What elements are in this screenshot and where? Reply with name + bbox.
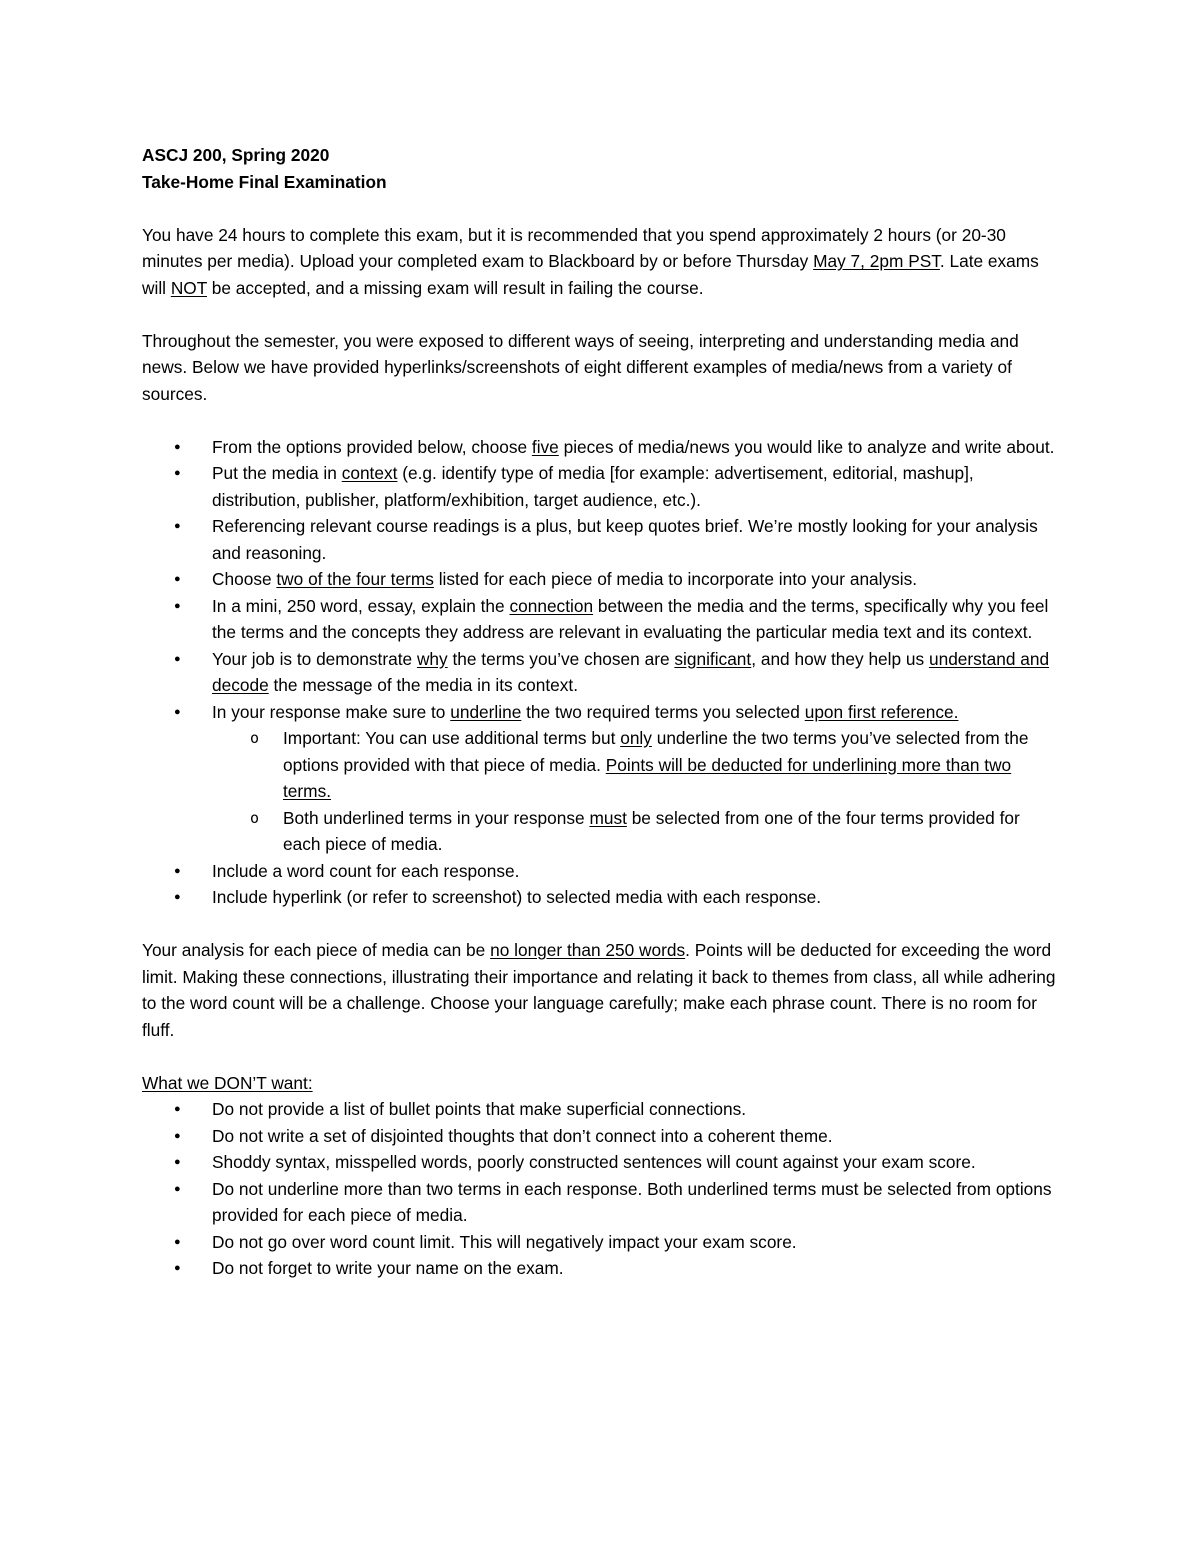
text: Both underlined terms in your response bbox=[283, 807, 590, 828]
text: Choose bbox=[212, 569, 277, 589]
text: From the options provided below, choose bbox=[212, 436, 532, 457]
text: In a mini, 250 word, essay, explain the bbox=[212, 595, 510, 616]
list-item bbox=[142, 513, 1060, 566]
intro-text-1: You have 24 hours to complete this exam, but it is recommended that you spend approximately 2 hours (or 20-30 minutes per media). Upload your completed exam to Blackboard by or before Thursday bbox=[142, 224, 1006, 271]
not-emphasis: NOT bbox=[170, 277, 207, 298]
text: pieces of media/news you would like to analyze and write about. bbox=[558, 436, 1055, 457]
text: the two required terms you selected bbox=[521, 701, 805, 722]
underlined-term: two of the four terms bbox=[276, 569, 434, 589]
list-item bbox=[142, 646, 1060, 699]
text: Important: You can use additional terms but bbox=[283, 728, 621, 748]
course-title: ASCJ 200, Spring 2020 bbox=[142, 145, 330, 165]
underlined-term: connection bbox=[509, 595, 594, 616]
text: underline the two terms you’ve selected from the options provided with that piece of media. bbox=[283, 728, 1029, 775]
list-item: ● Do not forget to write your name on the exam. bbox=[142, 1255, 1060, 1282]
list-item: ● Do not write a set of disjointed thoughts that don’t connect into a coherent theme. bbox=[142, 1123, 1060, 1150]
list-item: ● Do not provide a list of bullet points that make superficial connections. bbox=[142, 1096, 1060, 1123]
underlined-term: five bbox=[531, 436, 559, 457]
text: , and how they help us bbox=[751, 648, 929, 669]
list-item bbox=[142, 593, 1060, 646]
text: be selected from one of the four terms provided for each piece of media. bbox=[283, 807, 1020, 854]
spacer bbox=[142, 301, 1060, 328]
intro-text-3: be accepted, and a missing exam will result in failing the course. bbox=[206, 277, 704, 298]
instructions-list bbox=[142, 434, 1060, 911]
list-item: ● Shoddy syntax, misspelled words, poorly constructed sentences will count against your exam score. bbox=[142, 1149, 1060, 1176]
dont-heading bbox=[142, 1070, 1060, 1097]
dont-heading-text: What we DON’T want: bbox=[142, 1072, 313, 1093]
spacer bbox=[142, 195, 1060, 222]
text: the terms you’ve chosen are bbox=[447, 648, 675, 669]
dont-list bbox=[142, 1096, 1060, 1282]
text: (e.g. identify type of media [for example: advertisement, editorial, mashup], distribution, publisher, platform/exhibition, target audience, etc.). bbox=[212, 463, 974, 510]
spacer bbox=[142, 407, 1060, 434]
underlined-term: understand and decode bbox=[212, 648, 1050, 695]
text: listed for each piece of media to incorporate into your analysis. bbox=[433, 569, 918, 589]
analysis-paragraph bbox=[142, 937, 1060, 1043]
deadline-text: May 7, 2pm PST bbox=[813, 251, 940, 271]
intro-paragraph bbox=[142, 222, 1060, 302]
underlined-term: must bbox=[589, 807, 627, 828]
text: Include hyperlink (or refer to screenshot) to selected media with each response. bbox=[212, 887, 821, 907]
list-item: ● Do not go over word count limit. This will negatively impact your exam score. bbox=[142, 1229, 1060, 1256]
text: In your response make sure to bbox=[212, 701, 451, 722]
text: Put the media in bbox=[212, 463, 342, 483]
spacer bbox=[142, 911, 1060, 938]
sub-list bbox=[212, 725, 1060, 858]
sub-list-item bbox=[212, 725, 1060, 805]
list-item bbox=[142, 884, 1060, 911]
text: Referencing relevant course readings is a plus, but keep quotes brief. We’re mostly looking for your analysis and reasoning. bbox=[212, 516, 1038, 563]
list-item bbox=[142, 699, 1060, 858]
exam-title: Take-Home Final Examination bbox=[142, 171, 387, 192]
text: Your analysis for each piece of media can be bbox=[142, 940, 491, 960]
sub-list-item bbox=[212, 805, 1060, 858]
list-item bbox=[142, 566, 1060, 593]
text: . Points will be deducted for exceeding the word limit. Making these connections, illustrating their importance and relating it back to themes from class, all while adhering to the word count will be a challenge. Choose your language carefully; make each phrase count. There is no room for fluff. bbox=[142, 940, 1056, 1040]
list-item: ● Do not underline more than two terms in each response. Both underlined terms must be selected from options provided for each piece of media. bbox=[142, 1176, 1060, 1229]
underlined-term: Points will be deducted for underlining more than two terms. bbox=[283, 754, 1012, 801]
underlined-term: no longer than 250 words bbox=[490, 940, 686, 960]
intro-text-2: . Late exams will bbox=[142, 251, 1039, 298]
text: between the media and the terms, specifically why you feel the terms and the concepts they address are relevant in evaluating the particular media text and its context. bbox=[212, 595, 1049, 642]
text: Your job is to demonstrate bbox=[212, 648, 417, 669]
underlined-term: significant bbox=[674, 648, 752, 669]
underlined-term: only bbox=[620, 728, 652, 748]
underlined-term: upon first reference. bbox=[804, 701, 959, 722]
spacer bbox=[142, 1043, 1060, 1070]
underlined-term: underline bbox=[450, 701, 522, 722]
overview-paragraph: Throughout the semester, you were exposed to different ways of seeing, interpreting and understanding media and news. Below we have provided hyperlinks/screenshots of eight different examples of media/news from a variety of sources. bbox=[142, 330, 1019, 404]
list-item bbox=[142, 460, 1060, 513]
text: Include a word count for each response. bbox=[212, 860, 520, 881]
underlined-term: context bbox=[341, 463, 398, 483]
underlined-term: why bbox=[416, 648, 448, 669]
text: the message of the media in its context. bbox=[268, 675, 579, 695]
list-item bbox=[142, 434, 1060, 461]
list-item bbox=[142, 858, 1060, 885]
